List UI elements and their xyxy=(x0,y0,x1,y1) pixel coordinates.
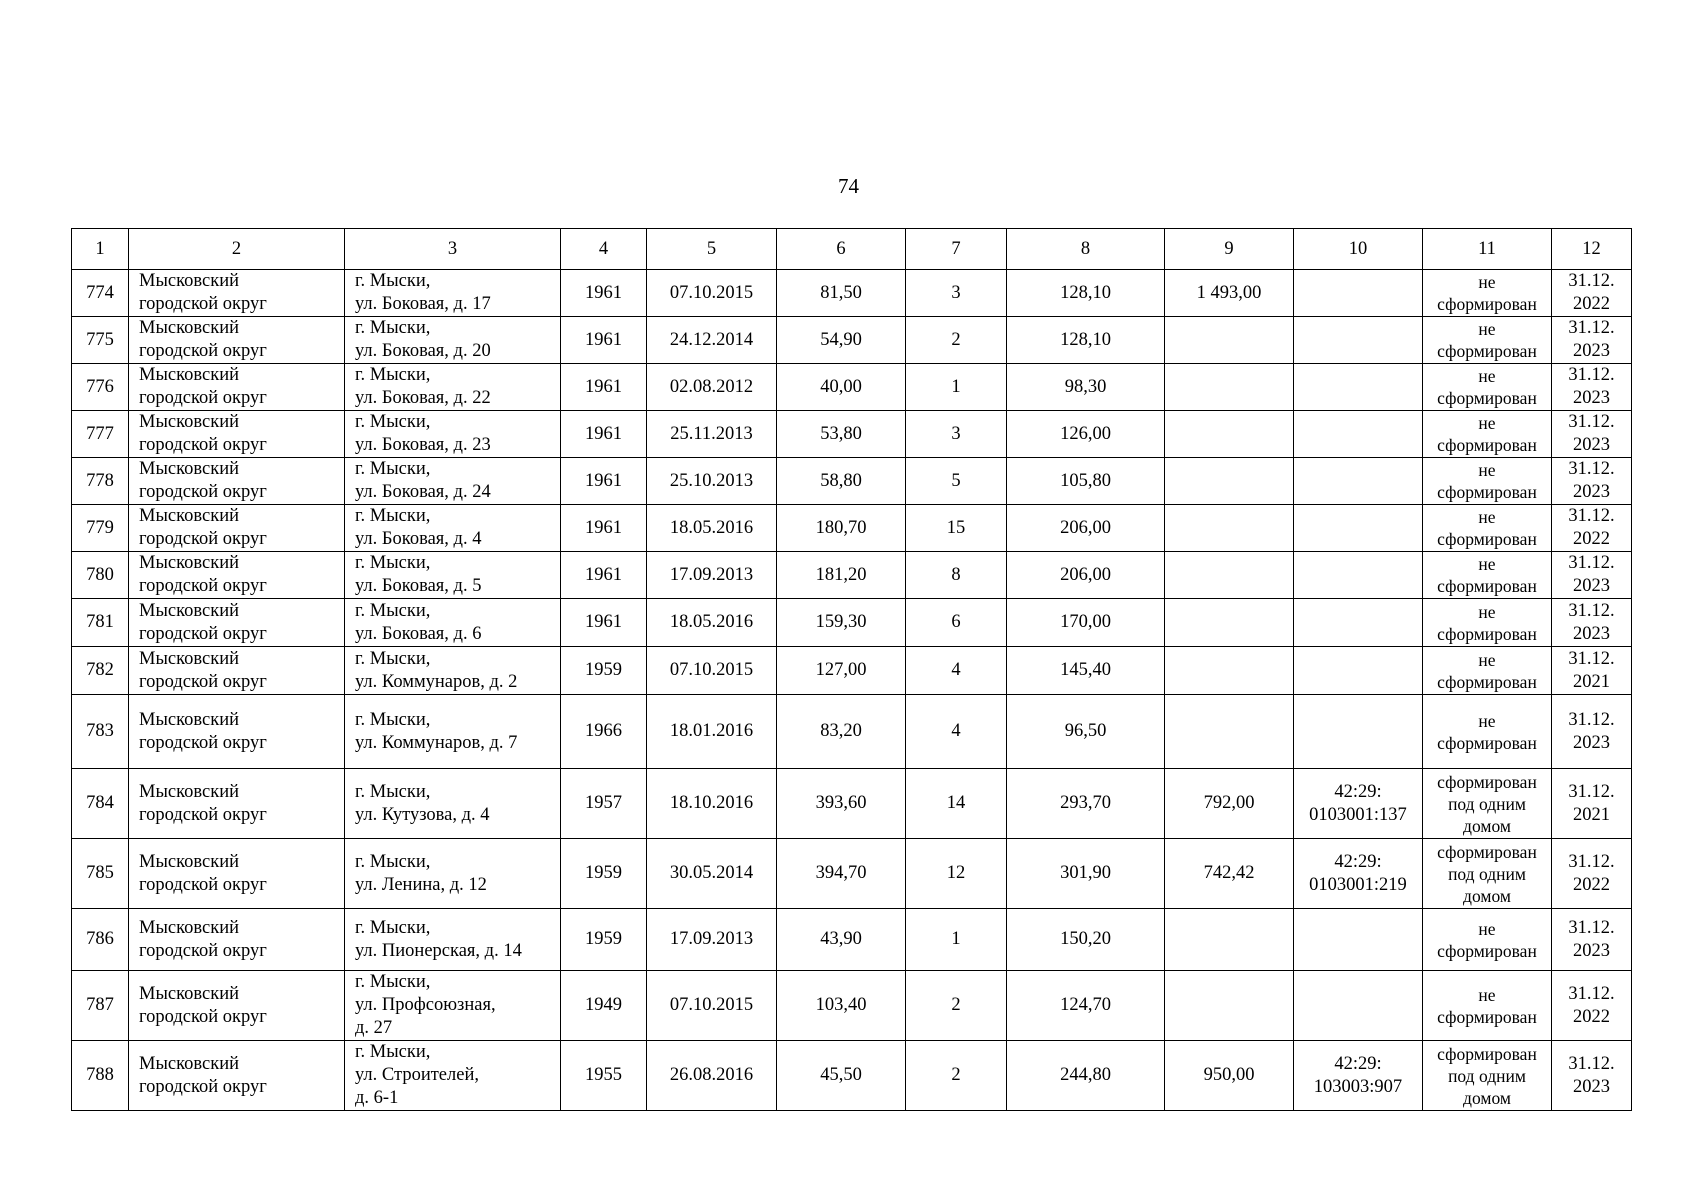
area-cell: 103,40 xyxy=(777,971,906,1041)
table-row xyxy=(72,839,1632,909)
address-cell: г. Мыски, ул. Пионерская, д. 14 xyxy=(345,909,561,971)
address-cell: г. Мыски, ул. Боковая, д. 24 xyxy=(345,458,561,505)
address-cell: г. Мыски, ул. Профсоюзная, д. 27 xyxy=(345,971,561,1041)
cadastral-cell xyxy=(1294,647,1423,695)
address-cell: г. Мыски, ул. Боковая, д. 6 xyxy=(345,599,561,647)
area-cell: 393,60 xyxy=(777,769,906,839)
district-cell: Мысковский городской округ xyxy=(129,599,345,647)
date-cell: 18.05.2016 xyxy=(647,505,777,552)
land-area-cell xyxy=(1165,971,1294,1041)
year-cell: 1957 xyxy=(561,769,647,839)
residents-cell: 15 xyxy=(906,505,1007,552)
address-cell: г. Мыски, ул. Кутузова, д. 4 xyxy=(345,769,561,839)
total-area-cell: 145,40 xyxy=(1007,647,1165,695)
district-cell: Мысковский городской округ xyxy=(129,971,345,1041)
total-area-cell: 128,10 xyxy=(1007,317,1165,364)
land-area-cell xyxy=(1165,552,1294,599)
residents-cell: 1 xyxy=(906,909,1007,971)
address-cell: г. Мыски, ул. Боковая, д. 20 xyxy=(345,317,561,364)
total-area-cell: 150,20 xyxy=(1007,909,1165,971)
total-area-cell: 206,00 xyxy=(1007,552,1165,599)
row-number-cell: 781 xyxy=(72,599,129,647)
deadline-cell: 31.12. 2022 xyxy=(1552,971,1632,1041)
row-number-cell: 776 xyxy=(72,364,129,411)
date-cell: 18.01.2016 xyxy=(647,695,777,769)
land-status-cell: не сформирован xyxy=(1423,695,1552,769)
deadline-cell: 31.12. 2023 xyxy=(1552,909,1632,971)
district-cell: Мысковский городской округ xyxy=(129,769,345,839)
deadline-cell: 31.12. 2022 xyxy=(1552,505,1632,552)
row-number-cell: 786 xyxy=(72,909,129,971)
land-status-cell: не сформирован xyxy=(1423,270,1552,317)
table-row xyxy=(72,505,1632,552)
land-area-cell xyxy=(1165,411,1294,458)
address-cell: г. Мыски, ул. Ленина, д. 12 xyxy=(345,839,561,909)
date-cell: 30.05.2014 xyxy=(647,839,777,909)
land-area-cell xyxy=(1165,458,1294,505)
district-cell: Мысковский городской округ xyxy=(129,458,345,505)
address-cell: г. Мыски, ул. Коммунаров, д. 2 xyxy=(345,647,561,695)
land-area-cell xyxy=(1165,647,1294,695)
header-cell: 10 xyxy=(1294,229,1423,270)
year-cell: 1961 xyxy=(561,364,647,411)
row-number-cell: 788 xyxy=(72,1041,129,1111)
deadline-cell: 31.12. 2023 xyxy=(1552,458,1632,505)
year-cell: 1949 xyxy=(561,971,647,1041)
table-row xyxy=(72,971,1632,1041)
residents-cell: 4 xyxy=(906,695,1007,769)
land-status-cell: сформирован под одним домом xyxy=(1423,1041,1552,1111)
date-cell: 02.08.2012 xyxy=(647,364,777,411)
area-cell: 45,50 xyxy=(777,1041,906,1111)
row-number-cell: 785 xyxy=(72,839,129,909)
header-cell: 3 xyxy=(345,229,561,270)
header-cell: 11 xyxy=(1423,229,1552,270)
land-status-cell: не сформирован xyxy=(1423,411,1552,458)
table-row xyxy=(72,647,1632,695)
residents-cell: 5 xyxy=(906,458,1007,505)
cadastral-cell: 42:29: 103003:907 xyxy=(1294,1041,1423,1111)
area-cell: 43,90 xyxy=(777,909,906,971)
land-area-cell xyxy=(1165,505,1294,552)
total-area-cell: 301,90 xyxy=(1007,839,1165,909)
year-cell: 1966 xyxy=(561,695,647,769)
cadastral-cell xyxy=(1294,599,1423,647)
land-area-cell: 1 493,00 xyxy=(1165,270,1294,317)
land-area-cell: 742,42 xyxy=(1165,839,1294,909)
row-number-cell: 774 xyxy=(72,270,129,317)
cadastral-cell xyxy=(1294,364,1423,411)
date-cell: 26.08.2016 xyxy=(647,1041,777,1111)
land-area-cell xyxy=(1165,317,1294,364)
cadastral-cell xyxy=(1294,971,1423,1041)
area-cell: 40,00 xyxy=(777,364,906,411)
page-number: 74 xyxy=(838,174,859,198)
header-cell: 12 xyxy=(1552,229,1632,270)
deadline-cell: 31.12. 2021 xyxy=(1552,769,1632,839)
area-cell: 83,20 xyxy=(777,695,906,769)
area-cell: 394,70 xyxy=(777,839,906,909)
cadastral-cell: 42:29: 0103001:219 xyxy=(1294,839,1423,909)
year-cell: 1961 xyxy=(561,552,647,599)
year-cell: 1961 xyxy=(561,411,647,458)
land-status-cell: не сформирован xyxy=(1423,647,1552,695)
residents-cell: 3 xyxy=(906,270,1007,317)
land-status-cell: сформирован под одним домом xyxy=(1423,769,1552,839)
header-cell: 5 xyxy=(647,229,777,270)
deadline-cell: 31.12. 2023 xyxy=(1552,695,1632,769)
land-area-cell xyxy=(1165,909,1294,971)
header-cell: 6 xyxy=(777,229,906,270)
deadline-cell: 31.12. 2023 xyxy=(1552,552,1632,599)
land-status-cell: не сформирован xyxy=(1423,552,1552,599)
year-cell: 1961 xyxy=(561,270,647,317)
deadline-cell: 31.12. 2021 xyxy=(1552,647,1632,695)
date-cell: 18.10.2016 xyxy=(647,769,777,839)
cadastral-cell xyxy=(1294,411,1423,458)
total-area-cell: 170,00 xyxy=(1007,599,1165,647)
date-cell: 24.12.2014 xyxy=(647,317,777,364)
date-cell: 17.09.2013 xyxy=(647,552,777,599)
area-cell: 54,90 xyxy=(777,317,906,364)
date-cell: 07.10.2015 xyxy=(647,647,777,695)
address-cell: г. Мыски, ул. Строителей, д. 6-1 xyxy=(345,1041,561,1111)
residents-cell: 3 xyxy=(906,411,1007,458)
total-area-cell: 124,70 xyxy=(1007,971,1165,1041)
year-cell: 1959 xyxy=(561,647,647,695)
row-number-cell: 777 xyxy=(72,411,129,458)
cadastral-cell xyxy=(1294,552,1423,599)
area-cell: 127,00 xyxy=(777,647,906,695)
deadline-cell: 31.12. 2023 xyxy=(1552,599,1632,647)
total-area-cell: 126,00 xyxy=(1007,411,1165,458)
area-cell: 58,80 xyxy=(777,458,906,505)
residents-cell: 1 xyxy=(906,364,1007,411)
land-status-cell: не сформирован xyxy=(1423,971,1552,1041)
table-row xyxy=(72,270,1632,317)
header-cell: 4 xyxy=(561,229,647,270)
table-row xyxy=(72,599,1632,647)
district-cell: Мысковский городской округ xyxy=(129,364,345,411)
residents-cell: 8 xyxy=(906,552,1007,599)
deadline-cell: 31.12. 2023 xyxy=(1552,317,1632,364)
date-cell: 18.05.2016 xyxy=(647,599,777,647)
year-cell: 1961 xyxy=(561,317,647,364)
total-area-cell: 96,50 xyxy=(1007,695,1165,769)
land-status-cell: не сформирован xyxy=(1423,458,1552,505)
cadastral-cell xyxy=(1294,270,1423,317)
land-area-cell xyxy=(1165,695,1294,769)
header-cell: 8 xyxy=(1007,229,1165,270)
total-area-cell: 105,80 xyxy=(1007,458,1165,505)
area-cell: 181,20 xyxy=(777,552,906,599)
row-number-cell: 775 xyxy=(72,317,129,364)
total-area-cell: 244,80 xyxy=(1007,1041,1165,1111)
housing-registry-table xyxy=(71,228,1632,1111)
deadline-cell: 31.12. 2023 xyxy=(1552,411,1632,458)
cadastral-cell xyxy=(1294,505,1423,552)
table-row xyxy=(72,364,1632,411)
residents-cell: 14 xyxy=(906,769,1007,839)
district-cell: Мысковский городской округ xyxy=(129,270,345,317)
land-status-cell: не сформирован xyxy=(1423,505,1552,552)
header-cell: 2 xyxy=(129,229,345,270)
table-row xyxy=(72,1041,1632,1111)
date-cell: 07.10.2015 xyxy=(647,971,777,1041)
residents-cell: 12 xyxy=(906,839,1007,909)
row-number-cell: 778 xyxy=(72,458,129,505)
table-row xyxy=(72,458,1632,505)
row-number-cell: 779 xyxy=(72,505,129,552)
table-row xyxy=(72,411,1632,458)
year-cell: 1961 xyxy=(561,599,647,647)
total-area-cell: 293,70 xyxy=(1007,769,1165,839)
row-number-cell: 780 xyxy=(72,552,129,599)
table-row xyxy=(72,909,1632,971)
date-cell: 25.10.2013 xyxy=(647,458,777,505)
total-area-cell: 128,10 xyxy=(1007,270,1165,317)
district-cell: Мысковский городской округ xyxy=(129,505,345,552)
cadastral-cell xyxy=(1294,317,1423,364)
header-cell: 9 xyxy=(1165,229,1294,270)
table-row xyxy=(72,317,1632,364)
year-cell: 1961 xyxy=(561,458,647,505)
address-cell: г. Мыски, ул. Боковая, д. 4 xyxy=(345,505,561,552)
cadastral-cell xyxy=(1294,458,1423,505)
address-cell: г. Мыски, ул. Боковая, д. 22 xyxy=(345,364,561,411)
row-number-cell: 782 xyxy=(72,647,129,695)
table-body xyxy=(72,270,1632,1111)
district-cell: Мысковский городской округ xyxy=(129,839,345,909)
land-area-cell xyxy=(1165,599,1294,647)
deadline-cell: 31.12. 2022 xyxy=(1552,839,1632,909)
district-cell: Мысковский городской округ xyxy=(129,552,345,599)
header-cell: 1 xyxy=(72,229,129,270)
residents-cell: 2 xyxy=(906,971,1007,1041)
year-cell: 1959 xyxy=(561,839,647,909)
district-cell: Мысковский городской округ xyxy=(129,909,345,971)
area-cell: 159,30 xyxy=(777,599,906,647)
area-cell: 53,80 xyxy=(777,411,906,458)
land-status-cell: не сформирован xyxy=(1423,317,1552,364)
land-status-cell: не сформирован xyxy=(1423,364,1552,411)
date-cell: 07.10.2015 xyxy=(647,270,777,317)
deadline-cell: 31.12. 2022 xyxy=(1552,270,1632,317)
total-area-cell: 98,30 xyxy=(1007,364,1165,411)
table-row xyxy=(72,552,1632,599)
residents-cell: 6 xyxy=(906,599,1007,647)
land-area-cell: 792,00 xyxy=(1165,769,1294,839)
district-cell: Мысковский городской округ xyxy=(129,317,345,364)
district-cell: Мысковский городской округ xyxy=(129,411,345,458)
area-cell: 81,50 xyxy=(777,270,906,317)
row-number-cell: 787 xyxy=(72,971,129,1041)
total-area-cell: 206,00 xyxy=(1007,505,1165,552)
land-area-cell xyxy=(1165,364,1294,411)
row-number-cell: 784 xyxy=(72,769,129,839)
land-status-cell: сформирован под одним домом xyxy=(1423,839,1552,909)
residents-cell: 4 xyxy=(906,647,1007,695)
deadline-cell: 31.12. 2023 xyxy=(1552,364,1632,411)
address-cell: г. Мыски, ул. Коммунаров, д. 7 xyxy=(345,695,561,769)
district-cell: Мысковский городской округ xyxy=(129,695,345,769)
year-cell: 1959 xyxy=(561,909,647,971)
date-cell: 25.11.2013 xyxy=(647,411,777,458)
cadastral-cell: 42:29: 0103001:137 xyxy=(1294,769,1423,839)
address-cell: г. Мыски, ул. Боковая, д. 23 xyxy=(345,411,561,458)
table-row xyxy=(72,695,1632,769)
table-row xyxy=(72,769,1632,839)
land-area-cell: 950,00 xyxy=(1165,1041,1294,1111)
cadastral-cell xyxy=(1294,695,1423,769)
district-cell: Мысковский городской округ xyxy=(129,1041,345,1111)
year-cell: 1955 xyxy=(561,1041,647,1111)
residents-cell: 2 xyxy=(906,317,1007,364)
address-cell: г. Мыски, ул. Боковая, д. 5 xyxy=(345,552,561,599)
cadastral-cell xyxy=(1294,909,1423,971)
header-cell: 7 xyxy=(906,229,1007,270)
area-cell: 180,70 xyxy=(777,505,906,552)
year-cell: 1961 xyxy=(561,505,647,552)
row-number-cell: 783 xyxy=(72,695,129,769)
district-cell: Мысковский городской округ xyxy=(129,647,345,695)
land-status-cell: не сформирован xyxy=(1423,909,1552,971)
land-status-cell: не сформирован xyxy=(1423,599,1552,647)
residents-cell: 2 xyxy=(906,1041,1007,1111)
header-row xyxy=(72,229,1632,270)
deadline-cell: 31.12. 2023 xyxy=(1552,1041,1632,1111)
address-cell: г. Мыски, ул. Боковая, д. 17 xyxy=(345,270,561,317)
date-cell: 17.09.2013 xyxy=(647,909,777,971)
